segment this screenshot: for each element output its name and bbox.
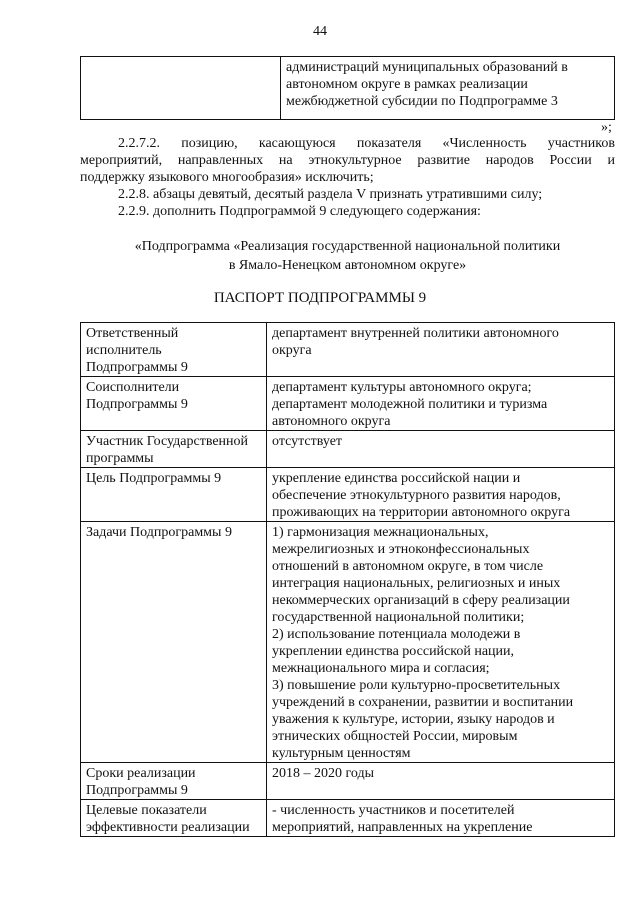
cell-line: межбюджетной субсидии по Подпрограмме 3: [286, 94, 558, 109]
label-line: программы: [86, 451, 154, 466]
value-line: укреплении единства российской нации,: [272, 644, 515, 659]
page-number: 44: [313, 24, 327, 39]
row-value: [267, 431, 615, 468]
value-line: межнационального мира и согласия;: [272, 661, 490, 676]
continuation-cell: [281, 57, 615, 120]
value-line: некоммерческих организаций в сферу реализации: [272, 593, 570, 608]
row-value: [267, 323, 615, 377]
row-value: [267, 522, 615, 763]
table-row: [81, 377, 615, 431]
table-row: [81, 57, 615, 120]
table-row: [81, 323, 615, 377]
value-line: интеграция национальных, религиозных и иных: [272, 576, 561, 591]
passport-table: [80, 322, 615, 837]
value-line: уважения к культуре, истории, языку народов и: [272, 712, 555, 727]
label-line: Подпрограммы 9: [86, 397, 188, 412]
empty-cell: [81, 57, 281, 120]
value-line: автономного округа: [272, 414, 391, 429]
value-line: 3) повышение роли культурно-просветительных: [272, 678, 561, 693]
paragraph-line: поддержку языкового многообразия» исключить;: [80, 170, 374, 185]
title-line: в Ямало-Ненецком автономном округе»: [228, 258, 467, 273]
paragraph-2-2-7-2: [80, 135, 615, 186]
subprogram-title: [80, 237, 615, 275]
row-value: [267, 468, 615, 522]
value-line: межрелигиозных и этноконфессиональных: [272, 542, 530, 557]
label-line: Цель Подпрограммы 9: [86, 471, 222, 486]
value-line: государственной национальной политики;: [272, 610, 525, 625]
cell-line: администраций муниципальных образований в: [286, 60, 568, 75]
label-line: Ответственный: [86, 326, 179, 341]
row-value: [267, 800, 615, 837]
passport-heading: ПАСПОРТ ПОДПРОГРАММЫ 9: [213, 290, 427, 306]
row-label: [81, 763, 267, 800]
paragraph-2-2-8: 2.2.8. абзацы девятый, десятый раздела V признать утратившими силу;: [118, 187, 543, 202]
value-line: этнических общностей России, мировым: [272, 729, 518, 744]
row-label: [81, 522, 267, 763]
continuation-table: [80, 56, 615, 120]
row-label: [81, 377, 267, 431]
label-line: Подпрограммы 9: [86, 360, 188, 375]
label-line: исполнитель: [86, 343, 162, 358]
value-line: учреждений в сохранении, развитии и воспитании: [272, 695, 574, 710]
value-line: отсутствует: [272, 434, 343, 449]
paragraph-2-2-9: 2.2.9. дополнить Подпрограммой 9 следующего содержания:: [118, 204, 481, 219]
paragraph-line: 2.2.7.2. позицию, касающуюся показателя «Численность участников: [118, 136, 615, 151]
value-line: - численность участников и посетителей: [272, 803, 515, 818]
paragraph-line: мероприятий, направленных на этнокультурное развитие народов России и: [80, 153, 615, 168]
row-value: [267, 763, 615, 800]
value-line: обеспечение этнокультурного развития народов,: [272, 488, 561, 503]
value-line: культурным ценностям: [272, 746, 411, 761]
value-line: департамент культуры автономного округа;: [272, 380, 532, 395]
value-line: 2) использование потенциала молодежи в: [272, 627, 521, 642]
value-line: департамент молодежной политики и туризма: [272, 397, 548, 412]
value-line: 1) гармонизация межнациональных,: [272, 525, 489, 540]
value-line: отношений в автономном округе, в том числе: [272, 559, 544, 574]
label-line: Задачи Подпрограммы 9: [86, 525, 232, 540]
row-label: [81, 431, 267, 468]
title-line: «Подпрограмма «Реализация государственной национальной политики: [134, 239, 561, 254]
value-line: укрепление единства российской нации и: [272, 471, 521, 486]
value-line: проживающих на территории автономного округа: [272, 505, 571, 520]
label-line: эффективности реализации: [86, 820, 250, 835]
table-row: [81, 431, 615, 468]
value-line: округа: [272, 343, 312, 358]
label-line: Участник Государственной: [86, 434, 249, 449]
row-label: [81, 323, 267, 377]
row-label: [81, 800, 267, 837]
row-value: [267, 377, 615, 431]
label-line: Сроки реализации: [86, 766, 196, 781]
row-label: [81, 468, 267, 522]
table-row: [81, 468, 615, 522]
table-row: [81, 800, 615, 837]
value-line: департамент внутренней политики автономного: [272, 326, 559, 341]
value-line: 2018 – 2020 годы: [272, 766, 375, 781]
label-line: Целевые показатели: [86, 803, 207, 818]
label-line: Соисполнители: [86, 380, 180, 395]
value-line: мероприятий, направленных на укрепление: [272, 820, 533, 835]
closing-quote: »;: [601, 120, 612, 135]
table-row: [81, 522, 615, 763]
label-line: Подпрограммы 9: [86, 783, 188, 798]
table-row: [81, 763, 615, 800]
cell-line: автономном округе в рамках реализации: [286, 77, 528, 92]
